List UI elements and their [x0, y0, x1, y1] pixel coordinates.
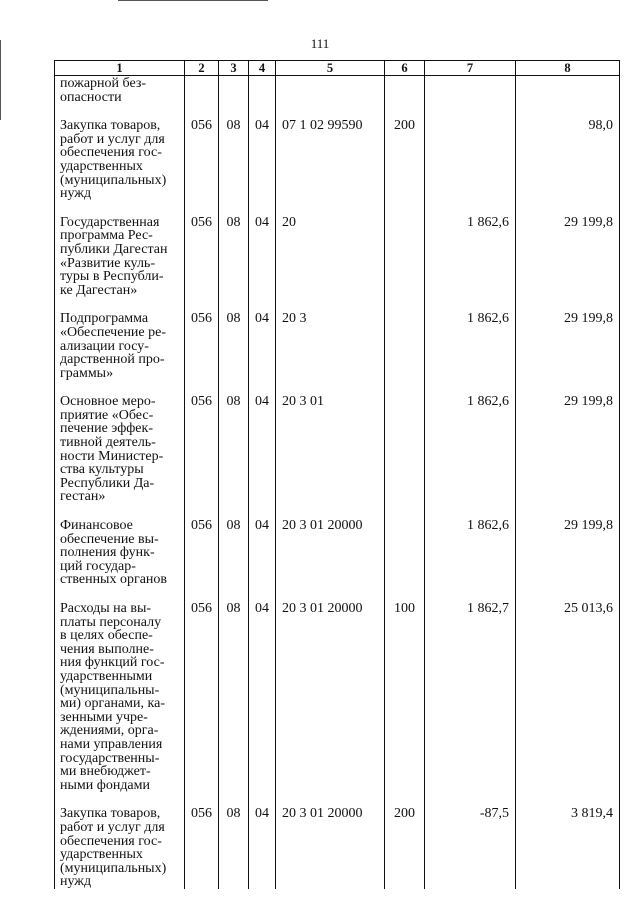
- amount-change-cell: 1 862,7: [425, 601, 516, 792]
- section-code-cell: 08: [219, 601, 249, 792]
- header-row: [55, 61, 620, 76]
- expense-type-cell: 200: [385, 806, 425, 889]
- table-row: [55, 806, 620, 889]
- spacer-cell: [219, 104, 249, 118]
- amount-change-cell: 1 862,6: [425, 394, 516, 504]
- target-article-cell: 20 3 01 20000: [276, 518, 385, 587]
- spacer-cell: [276, 380, 385, 394]
- row-spacer: [55, 104, 620, 118]
- ministry-code-cell: 056: [185, 118, 219, 201]
- spacer-cell: [55, 201, 185, 215]
- row-name-cell: Основное меро- приятие «Обес- печение эффек- тивной деятель- ности Министер- ства культуры Республики Да- гестан»: [55, 394, 185, 504]
- spacer-cell: [219, 380, 249, 394]
- spacer-cell: [276, 297, 385, 311]
- subsection-code-cell: 04: [249, 118, 276, 201]
- row-name-cell: Подпрограмма «Обеспечение ре- ализации госу- дарственной про- граммы»: [55, 311, 185, 380]
- section-code-cell: 08: [219, 394, 249, 504]
- spacer-cell: [385, 201, 425, 215]
- expense-type-cell: 200: [385, 118, 425, 201]
- spacer-cell: [276, 587, 385, 601]
- table-body: [55, 76, 620, 889]
- header-cell: 8: [516, 61, 620, 76]
- spacer-cell: [385, 380, 425, 394]
- row-name-cell: Расходы на вы- платы персоналу в целях обеспе- чения выполне- ния функций гос- ударственными (муниципальны- ми) органами, ка- зенными учре- ждениями, орга- нами управления государственны- ми внебюджет- ными фондами: [55, 601, 185, 792]
- expense-type-cell: [385, 394, 425, 504]
- row-spacer: [55, 504, 620, 518]
- spacer-cell: [276, 792, 385, 806]
- subsection-code-cell: 04: [249, 215, 276, 298]
- target-article-cell: 20 3: [276, 311, 385, 380]
- target-article-cell: 20: [276, 215, 385, 298]
- expense-type-cell: [385, 215, 425, 298]
- section-code-cell: 08: [219, 806, 249, 889]
- spacer-cell: [425, 587, 516, 601]
- table-row: [55, 118, 620, 201]
- table-row: [55, 215, 620, 298]
- spacer-cell: [385, 297, 425, 311]
- amount-change-cell: 1 862,6: [425, 518, 516, 587]
- spacer-cell: [55, 504, 185, 518]
- spacer-cell: [55, 587, 185, 601]
- spacer-cell: [385, 587, 425, 601]
- amount-total-cell: 29 199,8: [516, 394, 620, 504]
- spacer-cell: [55, 104, 185, 118]
- spacer-cell: [185, 201, 219, 215]
- ministry-code-cell: 056: [185, 394, 219, 504]
- table-row: [55, 76, 620, 105]
- subsection-code-cell: [249, 76, 276, 105]
- spacer-cell: [185, 792, 219, 806]
- section-code-cell: [219, 76, 249, 105]
- spacer-cell: [425, 504, 516, 518]
- spacer-cell: [249, 587, 276, 601]
- subsection-code-cell: 04: [249, 311, 276, 380]
- header-cell: 7: [425, 61, 516, 76]
- subsection-code-cell: 04: [249, 806, 276, 889]
- header-cell: 6: [385, 61, 425, 76]
- row-name-cell: пожарной без- опасности: [55, 76, 185, 105]
- spacer-cell: [249, 201, 276, 215]
- header-cell: 4: [249, 61, 276, 76]
- section-code-cell: 08: [219, 215, 249, 298]
- expense-type-cell: [385, 518, 425, 587]
- amount-total-cell: 29 199,8: [516, 311, 620, 380]
- target-article-cell: 20 3 01 20000: [276, 806, 385, 889]
- spacer-cell: [516, 380, 620, 394]
- table-row: [55, 394, 620, 504]
- budget-table-container: [54, 60, 619, 889]
- spacer-cell: [219, 587, 249, 601]
- amount-total-cell: 29 199,8: [516, 215, 620, 298]
- amount-change-cell: 1 862,6: [425, 215, 516, 298]
- row-spacer: [55, 297, 620, 311]
- header-cell: 2: [185, 61, 219, 76]
- row-name-cell: Закупка товаров, работ и услуг для обеспечения гос- ударственных (муниципальных) нужд: [55, 806, 185, 889]
- spacer-cell: [516, 201, 620, 215]
- spacer-cell: [55, 792, 185, 806]
- row-name-cell: Закупка товаров, работ и услуг для обеспечения гос- ударственных (муниципальных) нужд: [55, 118, 185, 201]
- spacer-cell: [55, 297, 185, 311]
- row-spacer: [55, 587, 620, 601]
- scan-edge-mark: [0, 40, 1, 120]
- scan-edge-mark: [118, 0, 268, 1]
- expense-type-cell: [385, 311, 425, 380]
- ministry-code-cell: 056: [185, 806, 219, 889]
- header-cell: 1: [55, 61, 185, 76]
- spacer-cell: [185, 504, 219, 518]
- subsection-code-cell: 04: [249, 518, 276, 587]
- spacer-cell: [185, 104, 219, 118]
- spacer-cell: [249, 380, 276, 394]
- row-spacer: [55, 201, 620, 215]
- spacer-cell: [249, 297, 276, 311]
- spacer-cell: [219, 792, 249, 806]
- amount-total-cell: 3 819,4: [516, 806, 620, 889]
- spacer-cell: [385, 504, 425, 518]
- spacer-cell: [276, 104, 385, 118]
- spacer-cell: [425, 297, 516, 311]
- amount-change-cell: 1 862,6: [425, 311, 516, 380]
- spacer-cell: [516, 297, 620, 311]
- target-article-cell: [276, 76, 385, 105]
- spacer-cell: [219, 504, 249, 518]
- spacer-cell: [516, 587, 620, 601]
- spacer-cell: [249, 504, 276, 518]
- spacer-cell: [385, 104, 425, 118]
- spacer-cell: [276, 201, 385, 215]
- subsection-code-cell: 04: [249, 601, 276, 792]
- spacer-cell: [425, 380, 516, 394]
- row-spacer: [55, 380, 620, 394]
- spacer-cell: [425, 104, 516, 118]
- page-number: 111: [310, 36, 330, 51]
- section-code-cell: 08: [219, 518, 249, 587]
- amount-total-cell: 29 199,8: [516, 518, 620, 587]
- spacer-cell: [185, 380, 219, 394]
- target-article-cell: 20 3 01 20000: [276, 601, 385, 792]
- row-spacer: [55, 792, 620, 806]
- ministry-code-cell: [185, 76, 219, 105]
- spacer-cell: [516, 792, 620, 806]
- ministry-code-cell: 056: [185, 311, 219, 380]
- spacer-cell: [219, 297, 249, 311]
- amount-total-cell: 98,0: [516, 118, 620, 201]
- spacer-cell: [385, 792, 425, 806]
- spacer-cell: [249, 104, 276, 118]
- expense-type-cell: 100: [385, 601, 425, 792]
- ministry-code-cell: 056: [185, 215, 219, 298]
- header-cell: 5: [276, 61, 385, 76]
- spacer-cell: [425, 792, 516, 806]
- budget-table: [54, 60, 620, 889]
- table-row: [55, 518, 620, 587]
- amount-change-cell: -87,5: [425, 806, 516, 889]
- row-name-cell: Государственная программа Рес- публики Дагестан «Развитие куль- туры в Республи- ке Дагестан»: [55, 215, 185, 298]
- ministry-code-cell: 056: [185, 518, 219, 587]
- subsection-code-cell: 04: [249, 394, 276, 504]
- spacer-cell: [55, 380, 185, 394]
- spacer-cell: [425, 201, 516, 215]
- table-row: [55, 311, 620, 380]
- section-code-cell: 08: [219, 311, 249, 380]
- spacer-cell: [516, 104, 620, 118]
- spacer-cell: [276, 504, 385, 518]
- section-code-cell: 08: [219, 118, 249, 201]
- target-article-cell: 07 1 02 99590: [276, 118, 385, 201]
- target-article-cell: 20 3 01: [276, 394, 385, 504]
- amount-change-cell: [425, 118, 516, 201]
- amount-total-cell: [516, 76, 620, 105]
- spacer-cell: [185, 297, 219, 311]
- expense-type-cell: [385, 76, 425, 105]
- amount-change-cell: [425, 76, 516, 105]
- spacer-cell: [219, 201, 249, 215]
- spacer-cell: [185, 587, 219, 601]
- spacer-cell: [249, 792, 276, 806]
- amount-total-cell: 25 013,6: [516, 601, 620, 792]
- ministry-code-cell: 056: [185, 601, 219, 792]
- table-row: [55, 601, 620, 792]
- row-name-cell: Финансовое обеспечение вы- полнения функ- ций государ- ственных органов: [55, 518, 185, 587]
- spacer-cell: [516, 504, 620, 518]
- header-cell: 3: [219, 61, 249, 76]
